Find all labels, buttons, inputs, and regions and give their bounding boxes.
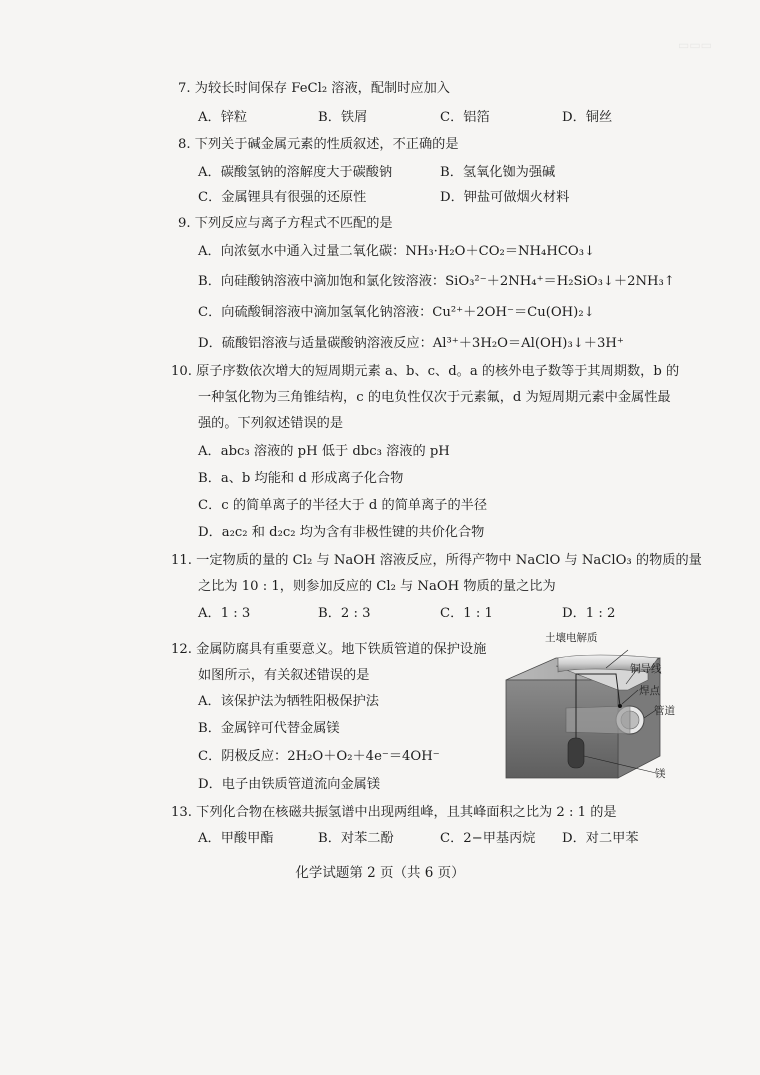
q12-option-c: C．阴极反应：2H₂O＋O₂＋4e⁻＝4OH⁻ [198, 749, 440, 764]
q11-option-a: A．1 : 3 [198, 606, 251, 621]
q9-option-b: B．向硅酸钠溶液中滴加饱和氯化铵溶液：SiO₃²⁻＋2NH₄⁺＝H₂SiO₃↓＋2NH₃↑ [198, 274, 675, 289]
q11-stem-line-2: 之比为 10 : 1，则参加反应的 Cl₂ 与 NaOH 物质的量之比为 [198, 579, 556, 594]
figure-label-pipe: 管道 [654, 705, 675, 717]
q13-option-c: C．2−甲基丙烷 [440, 831, 536, 846]
q11-stem-line-1: 11. 一定物质的量的 Cl₂ 与 NaOH 溶液反应，所得产物中 NaClO 与 NaClO₃ 的物质的量 [171, 553, 702, 568]
pipe-protection-figure [498, 628, 678, 798]
q10-stem-line-3: 强的。下列叙述错误的是 [198, 416, 344, 431]
q7-option-b: B．铁屑 [318, 110, 368, 125]
figure-label-joint: 焊点 [639, 685, 660, 697]
q10-stem-line-1: 10. 原子序数依次增大的短周期元素 a、b、c、d。a 的核外电子数等于其周期数，b 的 [171, 364, 680, 379]
q12-option-b: B．金属锌可代替金属镁 [198, 721, 340, 736]
q8-option-b: B．氢氧化铷为强碱 [440, 165, 556, 180]
q9-stem: 9. 下列反应与离子方程式不匹配的是 [178, 216, 393, 231]
q13-option-a: A．甲酸甲酯 [198, 831, 274, 846]
q9-option-c: C．向硫酸铜溶液中滴加氢氧化钠溶液：Cu²⁺＋2OH⁻＝Cu(OH)₂↓ [198, 305, 595, 320]
q7-stem: 7. 为较长时间保存 FeCl₂ 溶液，配制时应加入 [178, 81, 450, 96]
q11-option-b: B．2 : 3 [318, 606, 371, 621]
q10-stem-line-2: 一种氢化物为三角锥结构，c 的电负性仅次于元素氟，d 为短周期元素中金属性最 [198, 390, 671, 405]
q9-option-a: A．向浓氨水中通入过量二氧化碳：NH₃·H₂O＋CO₂＝NH₄HCO₃↓ [198, 244, 596, 259]
q12-stem-line-2: 如图所示，有关叙述错误的是 [198, 668, 370, 683]
figure-label-magnesium: 镁 [655, 768, 666, 780]
q7-option-c: C．铝箔 [440, 110, 490, 125]
q10-option-c: C．c 的简单离子的半径大于 d 的简单离子的半径 [198, 498, 488, 513]
bleed-through-mark: ▭▭▭ [678, 38, 713, 52]
q10-option-d: D．a₂c₂ 和 d₂c₂ 均为含有非极性键的共价化合物 [198, 525, 485, 540]
q11-option-d: D．1 : 2 [562, 606, 616, 621]
figure-label-soil: 土壤电解质 [545, 632, 598, 644]
magnesium-block [568, 738, 584, 768]
q8-option-d: D．钾盐可做烟火材料 [440, 190, 570, 205]
q11-option-c: C．1 : 1 [440, 606, 493, 621]
q12-stem-line-1: 12. 金属防腐具有重要意义。地下铁质管道的保护设施 [171, 642, 487, 657]
q10-option-a: A．abc₃ 溶液的 pH 低于 dbc₃ 溶液的 pH [198, 444, 450, 459]
q7-option-d: D．铜丝 [562, 110, 613, 125]
figure-label-wire: 铜导线 [630, 663, 662, 675]
q13-stem: 13. 下列化合物在核磁共振氢谱中出现两组峰，且其峰面积之比为 2 : 1 的是 [171, 805, 617, 820]
page-footer: 化学试题第 2 页（共 6 页） [295, 865, 465, 881]
q13-option-b: B．对苯二酚 [318, 831, 394, 846]
q10-option-b: B．a、b 均能和 d 形成离子化合物 [198, 471, 404, 486]
q12-option-d: D．电子由铁质管道流向金属镁 [198, 777, 381, 792]
weld-point [618, 704, 622, 708]
q7-option-a: A．锌粒 [198, 110, 248, 125]
q12-option-a: A．该保护法为牺牲阳极保护法 [198, 694, 379, 709]
q8-stem: 8. 下列关于碱金属元素的性质叙述，不正确的是 [178, 137, 459, 152]
q9-option-d: D．硫酸铝溶液与适量碳酸钠溶液反应：Al³⁺＋3H₂O＝Al(OH)₃↓＋3H⁺ [198, 336, 624, 351]
q13-option-d: D．对二甲苯 [562, 831, 639, 846]
q8-option-c: C．金属锂具有很强的还原性 [198, 190, 367, 205]
q8-option-a: A．碳酸氢钠的溶解度大于碳酸钠 [198, 165, 393, 180]
